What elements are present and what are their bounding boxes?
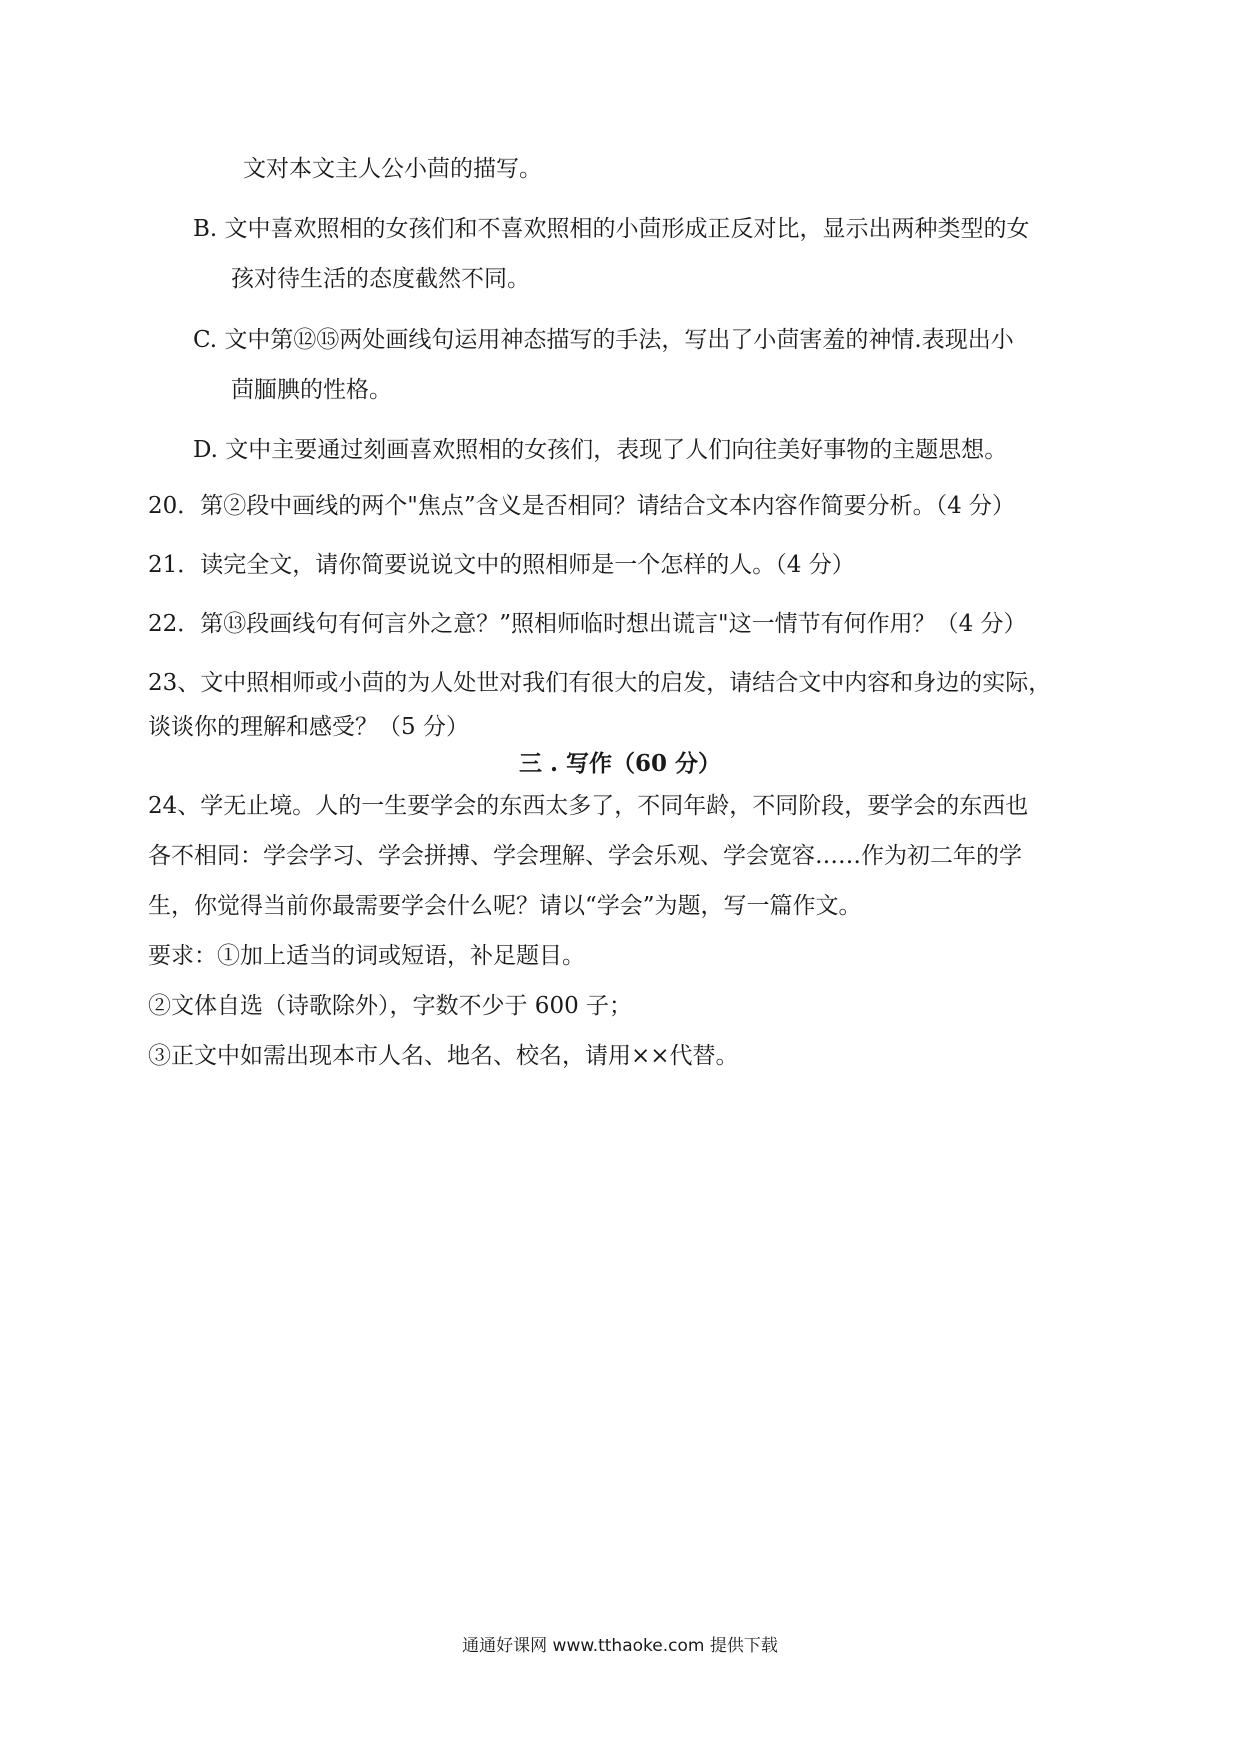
question-20: 20．第②段中画线的两个"焦点”含义是否相同？请结合文本内容作简要分析。（4 分） [148, 493, 1016, 519]
question-23-line1: 23、文中照相师或小茴的为人处世对我们有很大的启发，请结合文中内容和身边的实际， [148, 670, 1052, 696]
section-title-writing: 三 . 写作（60 分） [518, 750, 722, 777]
requirement-3: ③正文中如需出现本市人名、地名、校名，请用××代替。 [148, 1043, 739, 1069]
question-22: 22．第⑬段画线句有何言外之意？”照相师临时想出谎言"这一情节有何作用？（4 分） [148, 611, 1027, 637]
question-23-line2: 谈谈你的理解和感受？（5 分） [148, 714, 469, 740]
option-b-line1: B. 文中喜欢照相的女孩们和不喜欢照相的小茴形成正反对比，显示出两种类型的女 [193, 216, 1030, 242]
option-a-continued: 文对本文主人公小茴的描写。 [243, 156, 542, 182]
option-c-line2: 茴腼腆的性格。 [231, 377, 392, 403]
requirement-2: ②文体自选（诗歌除外），字数不少于 600 子； [148, 993, 633, 1019]
question-24-line1: 24、学无止境。人的一生要学会的东西太多了，不同年龄，不同阶段，要学会的东西也 [148, 793, 1029, 819]
question-24-line2: 各不相同：学会学习、学会拼搏、学会理解、学会乐观、学会宽容……作为初二年的学 [148, 843, 1022, 869]
footer-source: 通通好课网 www.tthaoke.com 提供下载 [462, 1636, 778, 1656]
option-d-line1: D. 文中主要通过刻画喜欢照相的女孩们，表现了人们向往美好事物的主题思想。 [193, 437, 1008, 463]
requirement-1: 要求：①加上适当的词或短语，补足题目。 [148, 943, 585, 969]
option-c-line1: C. 文中第⑫⑮两处画线句运用神态描写的手法，写出了小茴害羞的神情.表现出小 [193, 327, 1014, 353]
question-24-line3: 生，你觉得当前你最需要学会什么呢？请以“学会”为题，写一篇作文。 [148, 893, 862, 919]
question-21: 21．读完全文，请你简要说说文中的照相师是一个怎样的人。（4 分） [148, 552, 855, 578]
option-b-line2: 孩对待生活的态度截然不同。 [231, 266, 530, 292]
